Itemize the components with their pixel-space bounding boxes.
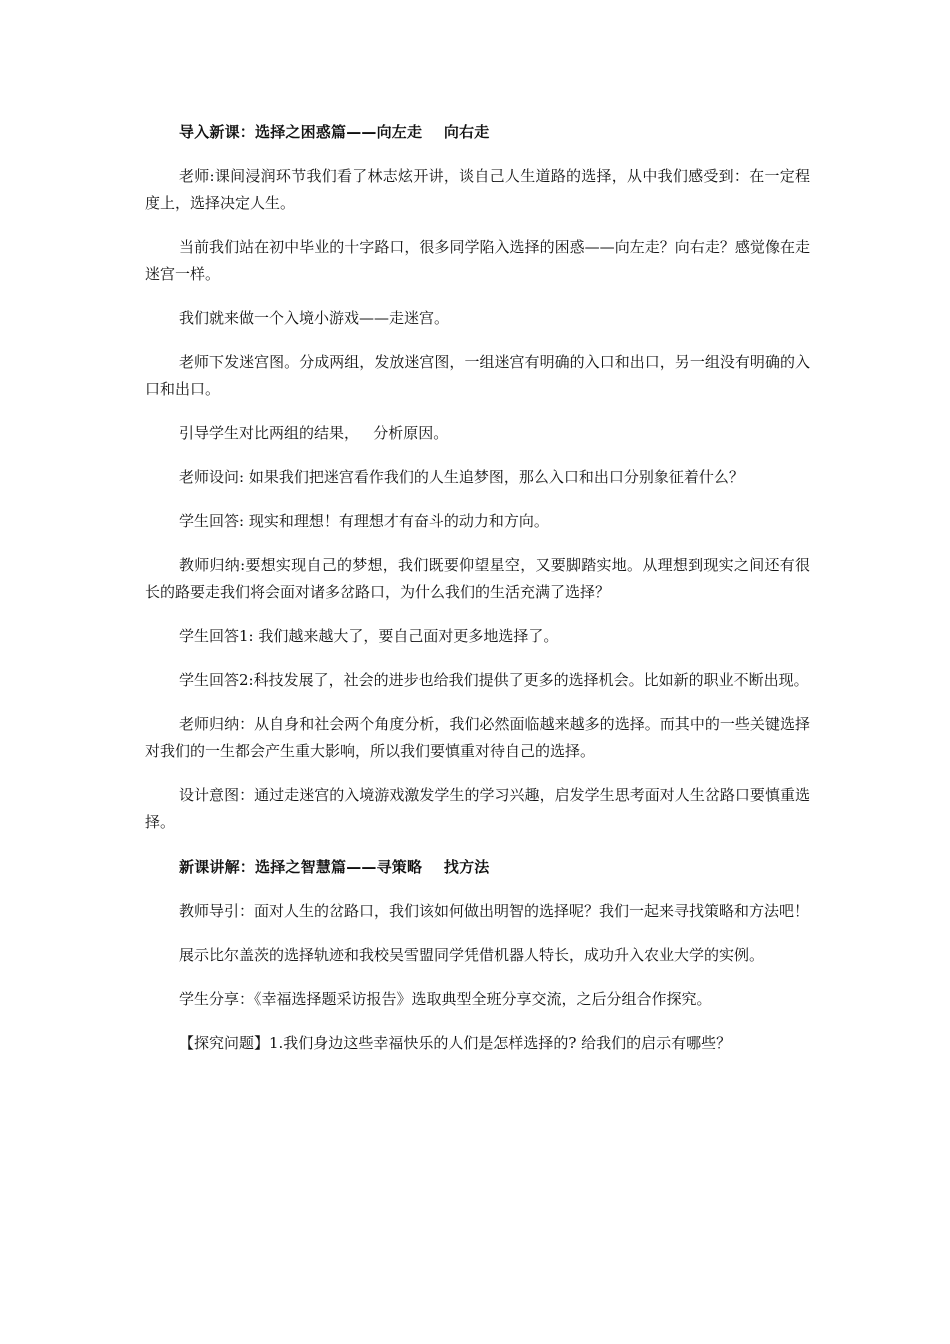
paragraph: 设计意图：通过走迷宫的入境游戏激发学生的学习兴趣，启发学生思考面对人生岔路口要慎重选择。 <box>145 786 810 831</box>
paragraph: 我们就来做一个入境小游戏——走迷宫。 <box>179 309 450 327</box>
paragraph: 引导学生对比两组的结果， 分析原因。 <box>179 424 449 442</box>
paragraph: 教师归纳:要想实现自己的梦想，我们既要仰望星空，又要脚踏实地。从理想到现实之间还有很长的路要走我们将会面对诸多岔路口，为什么我们的生活充满了选择？ <box>145 556 810 601</box>
paragraph: 老师:课间浸润环节我们看了林志炫开讲，谈自己人生道路的选择，从中我们感受到：在一定程度上，选择决定人生。 <box>145 167 810 212</box>
paragraph: 展示比尔盖茨的选择轨迹和我校吴雪盟同学凭借机器人特长，成功升入农业大学的实例。 <box>179 946 765 964</box>
paragraph: 学生回答2:科技发展了，社会的进步也给我们提供了更多的选择机会。比如新的职业不断出现。 <box>179 671 809 689</box>
section-intro <box>145 118 810 836</box>
section-heading: 导入新课：选择之困惑篇——向左走 向右走 <box>179 123 490 141</box>
paragraph: 学生分享：《幸福选择题采访报告》选取典型全班分享交流，之后分组合作探究。 <box>179 990 712 1008</box>
paragraph: 当前我们站在初中毕业的十字路口，很多同学陷入选择的困惑——向左走？向右走？感觉像在走迷宫一样。 <box>145 238 810 283</box>
paragraph: 学生回答1: 我们越来越大了，要自己面对更多地选择了。 <box>179 627 559 645</box>
paragraph: 老师设问: 如果我们把迷宫看作我们的人生追梦图，那么入口和出口分别象征着什么？ <box>179 468 744 486</box>
paragraph: 教师导引：面对人生的岔路口，我们该如何做出明智的选择呢？我们一起来寻找策略和方法吧！ <box>179 902 810 920</box>
section-heading: 新课讲解：选择之智慧篇——寻策略 找方法 <box>179 858 490 876</box>
paragraph: 学生回答: 现实和理想！有理想才有奋斗的动力和方向。 <box>179 512 549 530</box>
paragraph: 【探究问题】1.我们身边这些幸福快乐的人们是怎样选择的? 给我们的启示有哪些？ <box>179 1034 732 1052</box>
paragraph: 老师下发迷宫图。分成两组，发放迷宫图，一组迷宫有明确的入口和出口，另一组没有明确的入口和出口。 <box>145 353 810 398</box>
document-page <box>145 118 810 1074</box>
paragraph: 老师归纳：从自身和社会两个角度分析，我们必然面临越来越多的选择。而其中的一些关键选择对我们的一生都会产生重大影响，所以我们要慎重对待自己的选择。 <box>145 715 810 760</box>
section-lesson <box>145 853 810 1057</box>
